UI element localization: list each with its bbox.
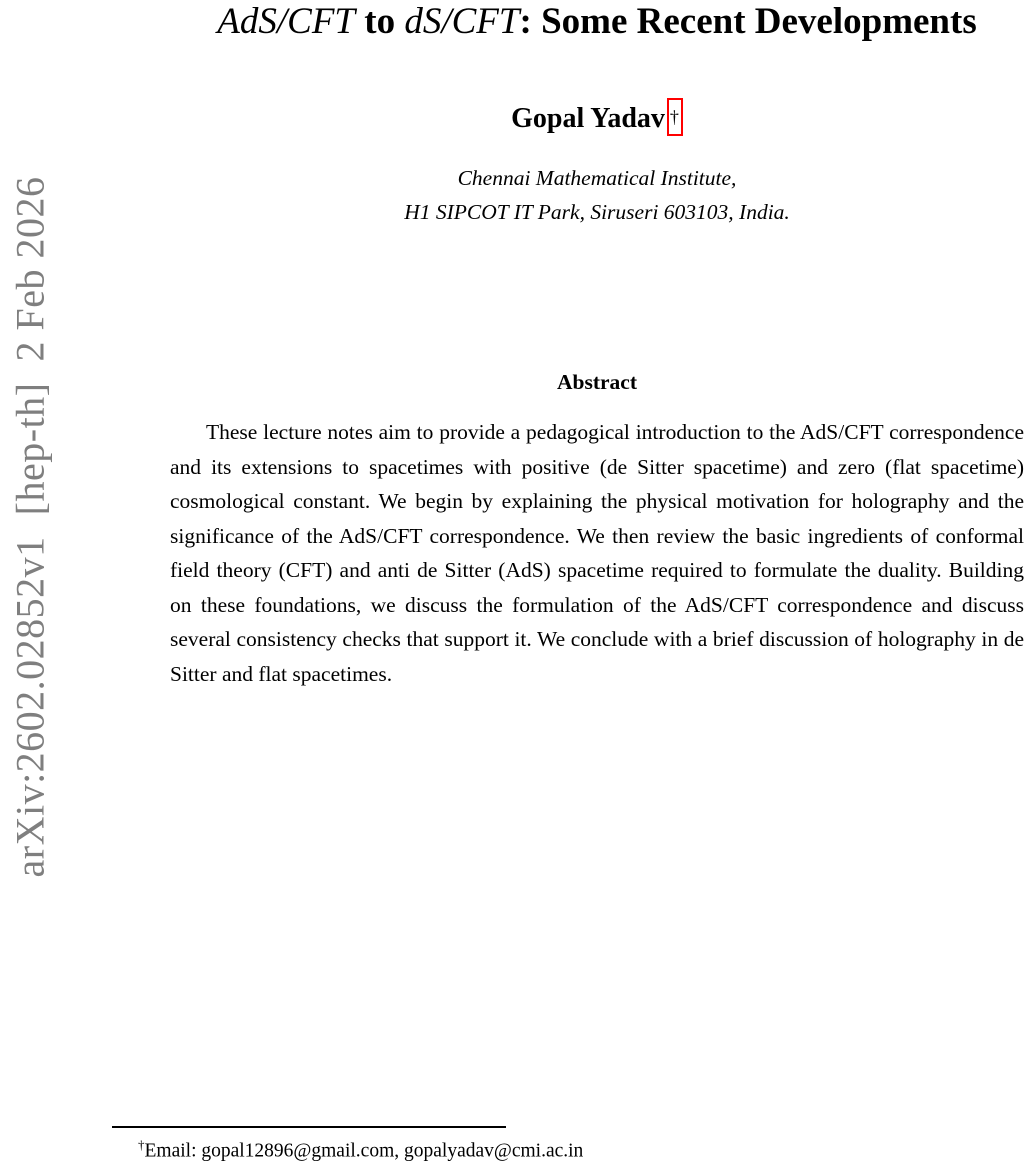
- title-segment-to: to: [355, 1, 405, 42]
- arxiv-stamp: arXiv:2602.02852v1 [hep-th] 2 Feb 2026: [7, 176, 53, 878]
- author-footnote-link[interactable]: [667, 98, 683, 136]
- title-segment-adscft: AdS/CFT: [217, 1, 356, 42]
- author-name: Gopal Yadav: [511, 103, 665, 134]
- abstract-heading: Abstract: [556, 370, 637, 394]
- title-segment-dscft: dS/CFT: [404, 1, 520, 42]
- page-content: [170, 0, 1024, 691]
- dagger-footnote-marker: †: [669, 107, 679, 127]
- title-segment-subtitle: Some Recent Developments: [541, 1, 977, 42]
- footnote-email-text: Email: gopal12896@gmail.com, gopalyadav@cmi.ac.in: [144, 1140, 584, 1162]
- footnote-rule: [112, 1126, 506, 1128]
- affiliation-line-1: Chennai Mathematical Institute,: [457, 166, 737, 190]
- title-segment-colon: :: [519, 1, 542, 42]
- abstract-text: These lecture notes aim to provide a pedagogical introduction to the AdS/CFT correspondence and its extensions to spacetimes with positive (de Sitter spacetime) and zero (flat spacetime) cosmological constant. We begin by explaining the physical motivation for holography and the significance of the AdS/CFT correspondence. We then review the basic ingredients of conformal field theory (CFT) and anti de Sitter (AdS) spacetime required to formulate the duality. Building on these foundations, we discuss the formulation of the AdS/CFT correspondence and discuss several consistency checks that support it. We conclude with a brief discussion of holography in de Sitter and flat spacetimes.: [170, 420, 1024, 686]
- footnote-block: [112, 1126, 992, 1164]
- footnote-marker: †: [138, 1137, 145, 1152]
- affiliation: [170, 161, 1024, 229]
- affiliation-line-2: H1 SIPCOT IT Park, Siruseri 603103, India.: [404, 200, 790, 224]
- footnote-text: [138, 1133, 992, 1164]
- author-line: [170, 98, 1024, 139]
- paper-title: [170, 2, 1024, 42]
